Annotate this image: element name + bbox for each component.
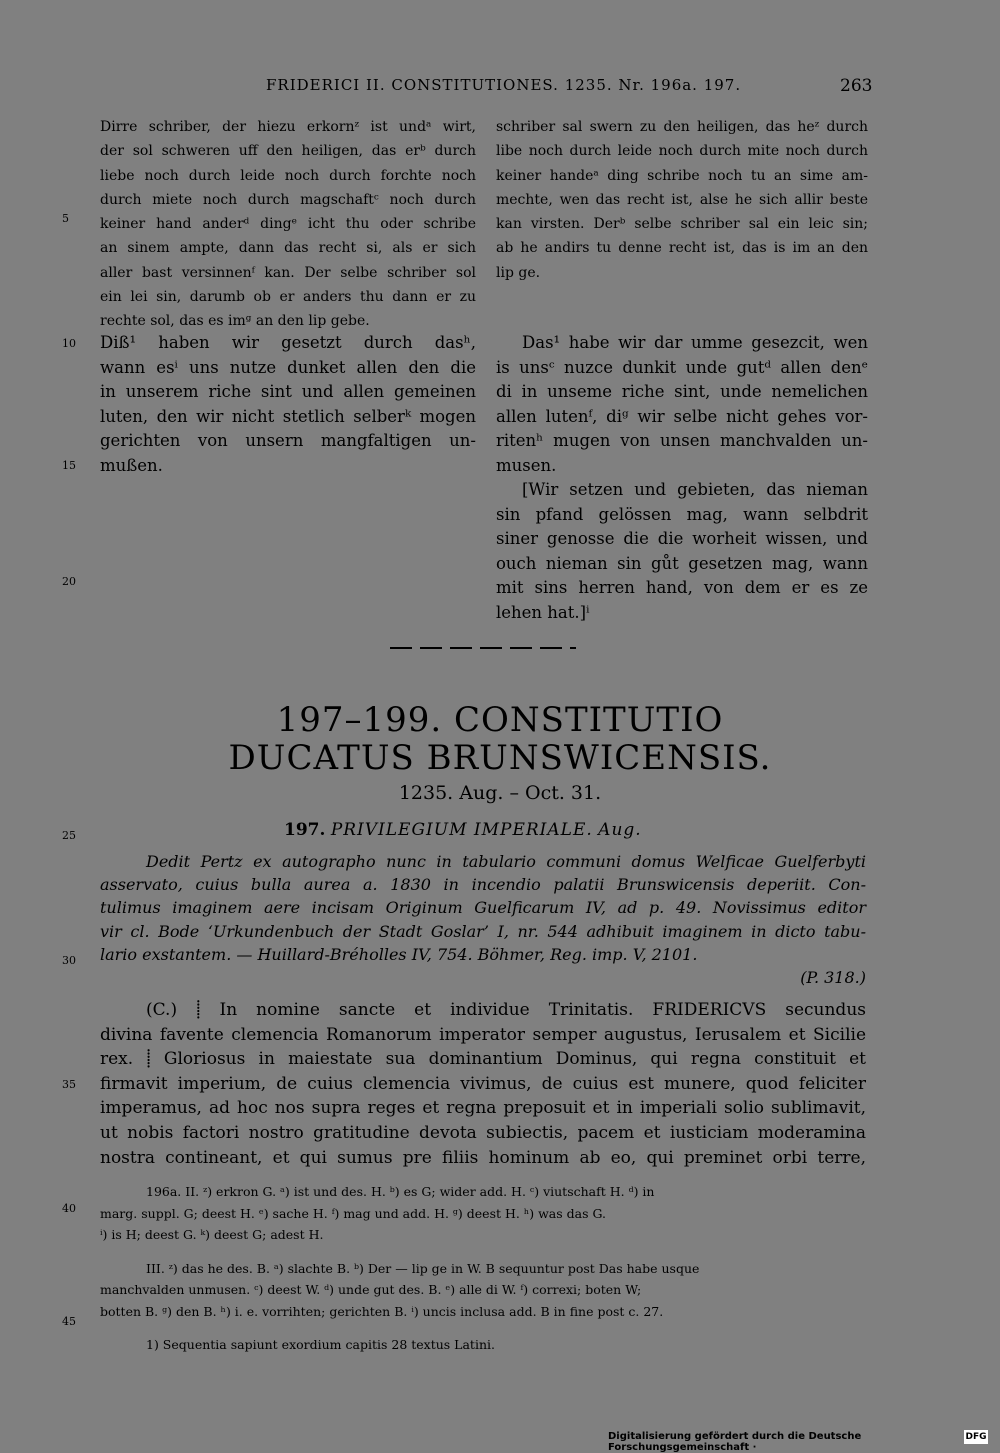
note-line: ⁱ) is H; deest G. ᵏ) deest G; adest H. — [100, 1227, 324, 1242]
note-line: 196a. II. ᶻ) erkron G. ᵃ) ist und des. H. ᵇ) es G; wider add. H. ᶜ) viutschaft H. ᵈ) in — [146, 1184, 655, 1199]
text-line: an sinem ampte, dann das recht si, als er sich — [100, 240, 476, 257]
charter-line: rex. ⸽ Gloriosus in maiestate sua dominantium Dominus, qui regna constituit et — [100, 1049, 866, 1070]
charter-line: divina favente clemencia Romanorum imperator semper augustus, Ierusalem et Sicilie — [100, 1024, 866, 1045]
right-column-upper — [496, 115, 868, 285]
footnote: 1) Sequentia sapiunt exordium capitis 28 textus Latini. — [146, 1337, 495, 1352]
text-line: allen lutenᶠ, diᵍ wir selbe nicht gehes vor- — [496, 406, 868, 426]
note-line: marg. suppl. G; deest H. ᵉ) sache H. ᶠ) mag und add. H. ᵍ) deest H. ʰ) was das G. — [100, 1205, 606, 1221]
text-line: rechte sol, das es imᵍ an den lip gebe. — [100, 313, 370, 330]
charter-line: (C.) ⸽ In nomine sancte et individue Trinitatis. FRIDERICVS secundus — [146, 1000, 866, 1020]
line-number: 45 — [62, 1315, 76, 1328]
line-number: 10 — [62, 337, 76, 350]
text-line: [Wir setzen und gebieten, das nieman — [522, 480, 868, 499]
charter-line: imperamus, ad hoc nos supra reges et regna preposuit et in imperiali solio sublimavit, — [100, 1098, 866, 1119]
text-line: ritenʰ mugen von unsen manchvalden un- — [496, 431, 868, 450]
right-column-lower — [496, 331, 868, 625]
text-line: libe noch durch leide noch durch mite noch durch — [496, 143, 868, 160]
line-number: 35 — [62, 1078, 76, 1091]
intro-line: tulimus imaginem aere incisam Originum Guelficarum IV, ad p. 49. Novissimus editor — [100, 898, 866, 918]
text-line: is unsᶜ nuzce dunkit unde gutᵈ allen denᵉ — [496, 357, 868, 377]
text-line: ouch nieman sin gůt gesetzen mag, wann — [496, 553, 868, 573]
text-line: lip ge. — [496, 264, 541, 281]
line-number: 15 — [62, 459, 76, 472]
intro-line: asservato, cuius bulla aurea a. 1830 in incendio palatii Brunswicensis deperiit. Con- — [100, 875, 866, 895]
text-line: di in unseme riche sint, unde nemelichen — [496, 382, 868, 401]
left-column-upper — [100, 115, 476, 334]
intro-line: Dedit Pertz ex autographo nunc in tabulario communi domus Welficae Guelferbyti — [146, 852, 866, 871]
apparatus-notes — [100, 1181, 866, 1356]
page-number: 263 — [840, 76, 873, 96]
intro-line: lario exstantem. — Huillard-Bréholles IV, 754. Böhmer, Reg. imp. V, 2101. — [100, 944, 698, 964]
line-number: 40 — [62, 1202, 76, 1215]
text-line: aller bast versinnenᶠ kan. Der selbe schriber sol — [100, 264, 476, 281]
line-number: 5 — [62, 212, 69, 225]
header-title: FRIDERICI II. CONSTITUTIONES. 1235. Nr. 196a. 197. — [266, 76, 742, 94]
section-separator — [390, 647, 576, 649]
section-title-line1: 197–199. CONSTITUTIO — [276, 700, 724, 740]
line-number: 30 — [62, 954, 76, 967]
text-line: durch miete noch durch magschaftᶜ noch durch — [100, 191, 476, 208]
note-line: botten B. ᵍ) den B. ʰ) i. e. vorrihten; gerichten B. ⁱ) uncis inclusa add. B in fine post c. 27. — [100, 1303, 664, 1319]
document-heading — [284, 820, 642, 840]
text-line: musen. — [496, 455, 557, 475]
text-line: mußen. — [100, 455, 163, 475]
text-line: ab he andirs tu denne recht ist, das is im an den — [496, 240, 868, 257]
charter-line: ut nobis factori nostro gratitudine devota subiectis, pacem et iusticiam moderamina — [100, 1122, 866, 1143]
text-line: lehen hat.]ⁱ — [496, 602, 590, 622]
section-date: 1235. Aug. – Oct. 31. — [398, 782, 602, 804]
text-line: sin pfand gelössen mag, wann selbdrit — [496, 504, 868, 524]
charter-line: firmavit imperium, de cuius clemencia vivimus, de cuius est munere, quod feliciter — [100, 1073, 866, 1094]
text-line: schriber sal swern zu den heiligen, das heᶻ durch — [496, 119, 868, 135]
note-line: III. ᶻ) das he des. B. ᵃ) slachte B. ᵇ) Der — lip ge in W. B sequuntur post Das habe usque — [146, 1260, 700, 1276]
text-line: wann esⁱ uns nutze dunket allen den die — [100, 357, 476, 377]
dfg-logo: DFG — [965, 1432, 987, 1442]
text-line: keiner handeᵃ ding schribe noch tu an sime am- — [496, 167, 868, 184]
note-line: manchvalden unmusen. ᶜ) deest W. ᵈ) unde gut des. B. ᵉ) alle di W. ᶠ) correxi; boten W; — [100, 1282, 642, 1297]
document-date: Aug. — [598, 820, 642, 840]
section-title-line2: DUCATUS BRUNSWICENSIS. — [228, 738, 772, 778]
text-line: gerichten von unsern mangfaltigen un- — [100, 431, 476, 450]
text-line: in unserem riche sint und allen gemeinen — [100, 382, 476, 401]
document-title: PRIVILEGIUM IMPERIALE. — [330, 820, 593, 840]
text-line: Dirre schriber, der hiezu erkornᶻ ist undᵃ wirt, — [100, 119, 476, 135]
charter-line: nostra contineant, et qui sumus pre filiis hominum ab eo, qui preminet orbi terre, — [100, 1147, 866, 1168]
digitization-credit: Digitalisierung gefördert durch die Deutsche Forschungsgemeinschaft · — [608, 1431, 862, 1453]
left-column-lower — [100, 331, 476, 478]
text-line: ein lei sin, darumb ob er anders thu dann er zu — [100, 289, 476, 306]
text-line: kan virsten. Derᵇ selbe schriber sal ein leic sin; — [496, 216, 868, 233]
text-line: mechte, wen das recht ist, alse he sich allir beste — [496, 191, 868, 208]
charter-text — [100, 998, 866, 1170]
intro-line: vir cl. Bode ‘Urkundenbuch der Stadt Goslar’ I, nr. 544 adhibuit imaginem in dicto tabu- — [100, 921, 866, 941]
text-line: mit sins herren hand, von dem er es ze — [496, 578, 868, 597]
text-line: Diß¹ haben wir gesetzt durch dasʰ, — [100, 333, 476, 352]
text-line: siner genosse die die worheit wissen, und — [496, 529, 868, 548]
line-number: 25 — [62, 829, 76, 842]
editorial-intro — [100, 850, 866, 989]
line-number: 20 — [62, 575, 76, 588]
document-number: 197. — [284, 820, 326, 840]
text-line: der sol schweren uff den heiligen, das erᵇ durch — [100, 143, 476, 160]
text-line: luten, den wir nicht stetlich selberᵏ mogen — [100, 406, 476, 426]
text-line: keiner hand anderᵈ dingᵉ icht thu oder schribe — [100, 216, 476, 233]
text-line: Das¹ habe wir dar umme gesezcit, wen — [522, 333, 868, 352]
intro-reference: (P. 318.) — [800, 968, 866, 988]
text-line: liebe noch durch leide noch durch forchte noch — [100, 167, 476, 184]
